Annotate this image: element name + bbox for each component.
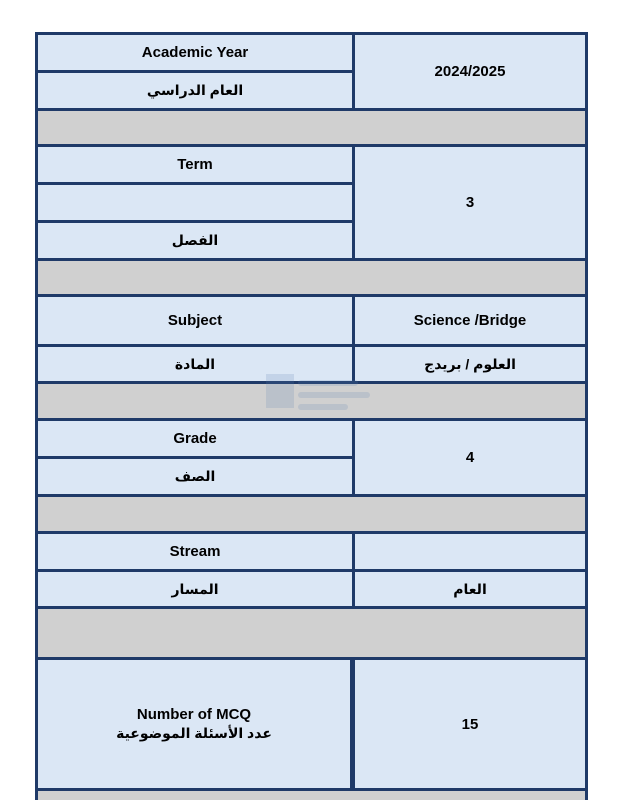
subject-label-ar-text: المادة bbox=[174, 355, 216, 372]
separator-row bbox=[38, 111, 585, 144]
grade-label-ar bbox=[38, 459, 352, 494]
separator-row bbox=[38, 261, 585, 294]
subject-label-ar bbox=[38, 347, 352, 381]
term-label-en bbox=[38, 147, 352, 182]
stream-label-en bbox=[38, 534, 352, 569]
academic-year-label-ar-text: العام الدراسي bbox=[146, 82, 244, 98]
info-table bbox=[35, 32, 588, 800]
separator-row bbox=[38, 609, 585, 657]
separator-row bbox=[38, 497, 585, 531]
academic-year-label-en-text: Academic Year bbox=[141, 44, 249, 61]
subject-value-ar bbox=[355, 347, 585, 381]
academic-year-value-text: 2024/2025 bbox=[434, 63, 506, 80]
term-label-blank bbox=[38, 185, 352, 220]
stream-label-en-text: Stream bbox=[169, 543, 221, 560]
stream-value-en bbox=[355, 534, 585, 569]
grade-value-text: 4 bbox=[465, 449, 475, 466]
mcq-value bbox=[355, 660, 585, 788]
subject-value-en-text: Science /Bridge bbox=[413, 312, 527, 329]
grade-label-ar-text: الصف bbox=[174, 468, 216, 484]
separator-row bbox=[38, 791, 585, 800]
mcq-value-text: 15 bbox=[461, 715, 479, 733]
grade-label-en bbox=[38, 421, 352, 456]
subject-label-en-text: Subject bbox=[167, 312, 223, 329]
stream-value-ar-text: العام bbox=[453, 580, 487, 597]
academic-year-label-en bbox=[38, 35, 352, 70]
mcq-label bbox=[38, 660, 350, 788]
term-label-ar-text: الفصل bbox=[171, 232, 219, 248]
stream-label-ar-text: المسار bbox=[171, 580, 219, 597]
subject-value-en bbox=[355, 297, 585, 344]
grade-value bbox=[355, 421, 585, 494]
separator-row bbox=[38, 384, 585, 418]
academic-year-label-ar bbox=[38, 73, 352, 108]
term-label-ar bbox=[38, 223, 352, 258]
subject-label-en bbox=[38, 297, 352, 344]
term-label-en-text: Term bbox=[177, 156, 213, 173]
stream-value-ar bbox=[355, 572, 585, 606]
mcq-label-en-text: Number of MCQ bbox=[136, 706, 252, 723]
stream-label-ar bbox=[38, 572, 352, 606]
academic-year-value bbox=[355, 35, 585, 108]
subject-value-ar-text: العلوم / بريدج bbox=[424, 355, 516, 372]
mcq-label-ar-text: عدد الأسئلة الموضوعية bbox=[116, 725, 272, 741]
term-value bbox=[355, 147, 585, 258]
grade-label-en-text: Grade bbox=[173, 430, 217, 447]
term-value-text: 3 bbox=[465, 194, 475, 211]
